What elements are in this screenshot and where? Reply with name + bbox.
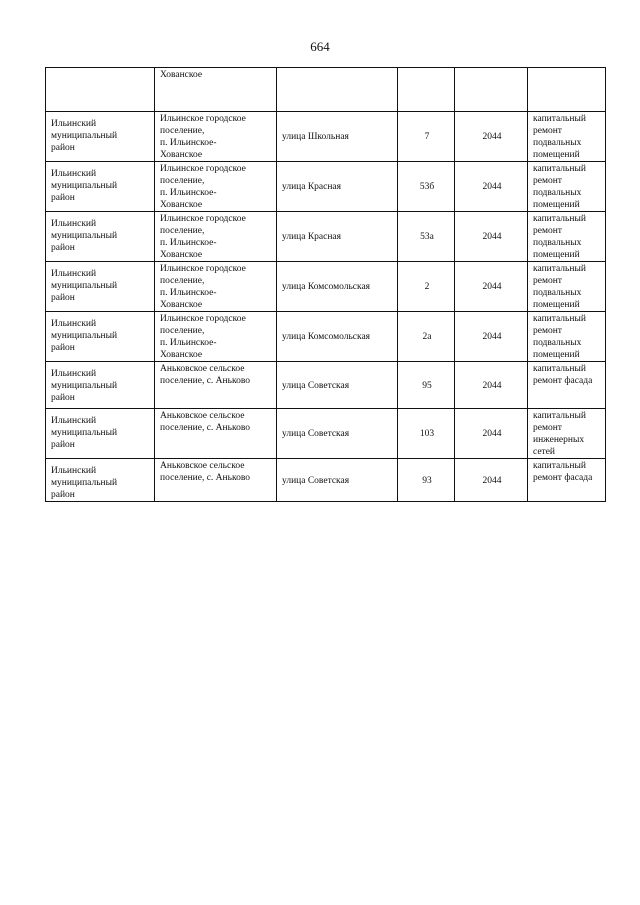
- settlement-text: Ильинское городское поселение, п. Ильинское- Хованское: [160, 214, 246, 260]
- district-cell: [46, 112, 155, 162]
- work-type-cell: [528, 212, 606, 262]
- table-row: [46, 362, 606, 409]
- year-cell: [455, 68, 528, 112]
- year-text: 2044: [482, 282, 502, 292]
- district-cell: [46, 312, 155, 362]
- house-number-text: 95: [422, 380, 432, 391]
- street-text: улица Советская: [282, 380, 350, 391]
- work-type-cell: [528, 162, 606, 212]
- house-number-cell: [398, 312, 455, 362]
- house-number-cell: [398, 459, 455, 502]
- settlement-text: Ильинское городское поселение, п. Ильинское- Хованское: [160, 114, 246, 160]
- street-cell: [277, 262, 398, 312]
- settlement-text: Аньковское сельское поселение, с. Аньково: [160, 461, 251, 483]
- work-type-text: капитальный ремонт подвальных помещений: [533, 314, 586, 360]
- district-cell: [46, 212, 155, 262]
- house-number-text: 2: [424, 282, 430, 292]
- work-type-cell: [528, 362, 606, 409]
- year-cell: [455, 262, 528, 312]
- work-type-text: капитальный ремонт подвальных помещений: [533, 214, 586, 260]
- house-number-cell: [398, 362, 455, 409]
- table-row: [46, 459, 606, 502]
- district-text: Ильинский муниципальный район: [51, 219, 118, 253]
- year-text: 2044: [482, 380, 502, 391]
- work-type-cell: [528, 312, 606, 362]
- district-text: Ильинский муниципальный район: [51, 119, 118, 153]
- street-cell: [277, 162, 398, 212]
- district-cell: [46, 409, 155, 459]
- year-cell: [455, 409, 528, 459]
- work-type-text: капитальный ремонт подвальных помещений: [533, 264, 586, 310]
- table-row: [46, 212, 606, 262]
- table-row: [46, 262, 606, 312]
- district-cell: [46, 459, 155, 502]
- settlement-text: Аньковское сельское поселение, с. Аньково: [160, 411, 251, 433]
- table-row: [46, 68, 606, 112]
- street-text: улица Комсомольская: [282, 282, 371, 292]
- house-number-cell: [398, 68, 455, 112]
- house-number-cell: [398, 162, 455, 212]
- work-type-text: капитальный ремонт инженерных сетей: [533, 411, 586, 457]
- table-row: [46, 312, 606, 362]
- street-cell: [277, 459, 398, 502]
- house-number-text: 93: [422, 475, 432, 486]
- district-text: Ильинский муниципальный район: [51, 269, 118, 303]
- district-cell: [46, 68, 155, 112]
- street-cell: [277, 312, 398, 362]
- street-cell: [277, 212, 398, 262]
- house-number-text: 53б: [419, 182, 435, 192]
- district-text: Ильинский муниципальный район: [51, 319, 118, 353]
- settlement-text: Хованское: [160, 70, 203, 80]
- table-row: [46, 162, 606, 212]
- district-cell: [46, 162, 155, 212]
- settlement-cell: [155, 312, 277, 362]
- street-text: улица Советская: [282, 429, 350, 439]
- street-cell: [277, 362, 398, 409]
- street-text: улица Красная: [282, 232, 342, 242]
- house-number-cell: [398, 409, 455, 459]
- street-cell: [277, 68, 398, 112]
- page-number: 664: [310, 39, 330, 54]
- district-text: Ильинский муниципальный район: [51, 169, 118, 203]
- year-text: 2044: [482, 429, 502, 439]
- street-text: улица Красная: [282, 182, 342, 192]
- house-number-text: 103: [419, 429, 435, 439]
- year-text: 2044: [482, 475, 502, 486]
- settlement-text: Ильинское городское поселение, п. Ильинское- Хованское: [160, 264, 246, 310]
- house-number-cell: [398, 112, 455, 162]
- work-type-text: капитальный ремонт фасада: [533, 364, 593, 386]
- district-text: Ильинский муниципальный район: [51, 466, 118, 500]
- year-cell: [455, 212, 528, 262]
- street-cell: [277, 409, 398, 459]
- district-cell: [46, 362, 155, 409]
- year-cell: [455, 162, 528, 212]
- district-text: Ильинский муниципальный район: [51, 369, 118, 403]
- settlement-cell: [155, 112, 277, 162]
- district-text: Ильинский муниципальный район: [51, 416, 118, 450]
- work-type-text: капитальный ремонт подвальных помещений: [533, 164, 586, 210]
- settlement-cell: [155, 212, 277, 262]
- house-number-cell: [398, 212, 455, 262]
- work-type-text: капитальный ремонт фасада: [533, 461, 593, 483]
- table-row: [46, 112, 606, 162]
- settlement-cell: [155, 68, 277, 112]
- settlement-cell: [155, 262, 277, 312]
- street-cell: [277, 112, 398, 162]
- year-text: 2044: [482, 332, 502, 342]
- settlement-text: Аньковское сельское поселение, с. Аньково: [160, 364, 251, 386]
- work-type-text: капитальный ремонт подвальных помещений: [533, 114, 586, 160]
- work-type-cell: [528, 68, 606, 112]
- repair-schedule-table: [45, 67, 606, 502]
- settlement-cell: [155, 362, 277, 409]
- house-number-text: 2а: [422, 332, 432, 342]
- table-row: [46, 409, 606, 459]
- settlement-cell: [155, 162, 277, 212]
- settlement-cell: [155, 459, 277, 502]
- year-cell: [455, 459, 528, 502]
- year-text: 2044: [482, 182, 502, 192]
- year-cell: [455, 362, 528, 409]
- street-text: улица Школьная: [282, 132, 349, 142]
- work-type-cell: [528, 409, 606, 459]
- work-type-cell: [528, 459, 606, 502]
- house-number-text: 53а: [420, 232, 434, 242]
- year-cell: [455, 112, 528, 162]
- street-text: улица Советская: [282, 475, 350, 486]
- work-type-cell: [528, 112, 606, 162]
- settlement-text: Ильинское городское поселение, п. Ильинское- Хованское: [160, 314, 246, 360]
- year-text: 2044: [482, 232, 502, 242]
- year-text: 2044: [482, 132, 502, 142]
- street-text: улица Комсомольская: [282, 332, 371, 342]
- house-number-text: 7: [424, 132, 430, 142]
- district-cell: [46, 262, 155, 312]
- house-number-cell: [398, 262, 455, 312]
- work-type-cell: [528, 262, 606, 312]
- year-cell: [455, 312, 528, 362]
- settlement-cell: [155, 409, 277, 459]
- settlement-text: Ильинское городское поселение, п. Ильинское- Хованское: [160, 164, 246, 210]
